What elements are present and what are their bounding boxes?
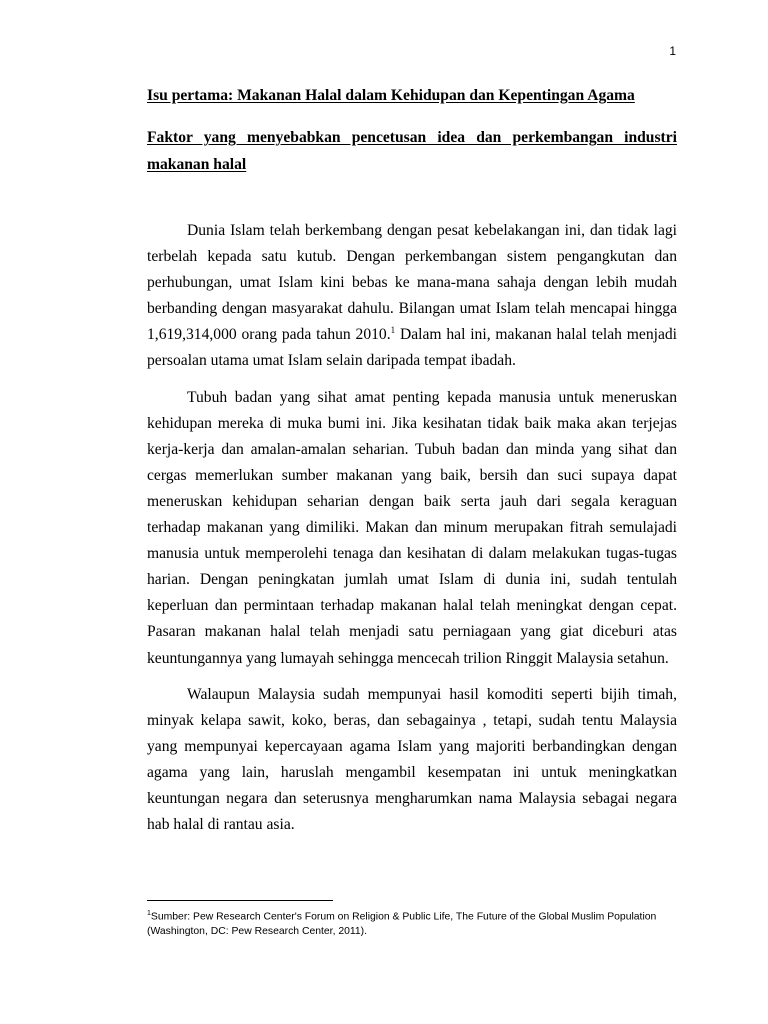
paragraph-1-text-a: Dunia Islam telah berkembang dengan pesat kebelakangan ini, dan tidak lagi terbelah kepada satu kutub. Dengan perkembangan sistem pengangkutan dan perhubungan, umat Islam kini bebas ke mana-mana sahaja dengan lebih mudah berbanding dengan masyarakat dahulu. Bilangan umat Islam telah mencapai hingga 1,619,314,000 orang pada tahun 2010.	[147, 222, 677, 344]
footnote-marker: 1	[147, 910, 151, 917]
section-heading: Faktor yang menyebabkan pencetusan idea dan perkembangan industri makanan halal	[147, 129, 677, 173]
paragraph-3: Walaupun Malaysia sudah mempunyai hasil komoditi seperti bijih timah, minyak kelapa sawit, koko, beras, dan sebagainya , tetapi, sudah tentu Malaysia yang mempunyai kepercayaan agama Islam yang majoriti berbandingkan dengan agama yang lain, haruslah mengambil kesempatan ini untuk meningkatkan keuntungan negara dan seterusnya mengharumkan nama Malaysia sebagai negara hab halal di rantau asia.	[147, 685, 677, 834]
footnote-text: Sumber: Pew Research Center's Forum on Religion & Public Life, The Future of the Global Muslim Population (Washington, DC: Pew Research Center, 2011).	[147, 911, 657, 938]
footnote-reference[interactable]: 1	[390, 325, 396, 336]
paragraph-2: Tubuh badan yang sihat amat penting kepada manusia untuk meneruskan kehidupan mereka di muka bumi ini. Jika kesihatan tidak baik maka akan terjejas kerja-kerja dan amalan-amalan seharian. Tubuh badan dan minda yang sihat dan cergas memerlukan sumber makanan yang baik, bersih dan suci supaya dapat meneruskan kehidupan seharian dengan baik serta jauh dari segala keraguan terhadap makanan yang dimiliki. Makan dan minum merupakan fitrah semulajadi manusia untuk memperolehi tenaga dan kesihatan di dalam melakukan tugas-tugas harian. Dengan peningkatan jumlah umat Islam di dunia ini, sudah tentulah keperluan dan permintaan terhadap makanan halal telah meningkat dengan cepat. Pasaran makanan halal telah menjadi satu perniagaan yang giat diceburi atas keuntungannya yang lumayah sehingga mencecah trilion Ringgit Malaysia setahun.	[147, 388, 677, 667]
paragraph-1	[147, 218, 677, 375]
document-title: Isu pertama: Makanan Halal dalam Kehidupan dan Kepentingan Agama	[147, 87, 635, 104]
footnote-divider	[147, 900, 333, 901]
page-number: 1	[669, 44, 676, 58]
footnote	[147, 906, 687, 939]
body-text	[147, 218, 677, 848]
paragraph-1-text-b: Dalam hal ini, makanan halal telah menjadi persoalan utama umat Islam selain daripada tempat ibadah.	[147, 326, 678, 370]
